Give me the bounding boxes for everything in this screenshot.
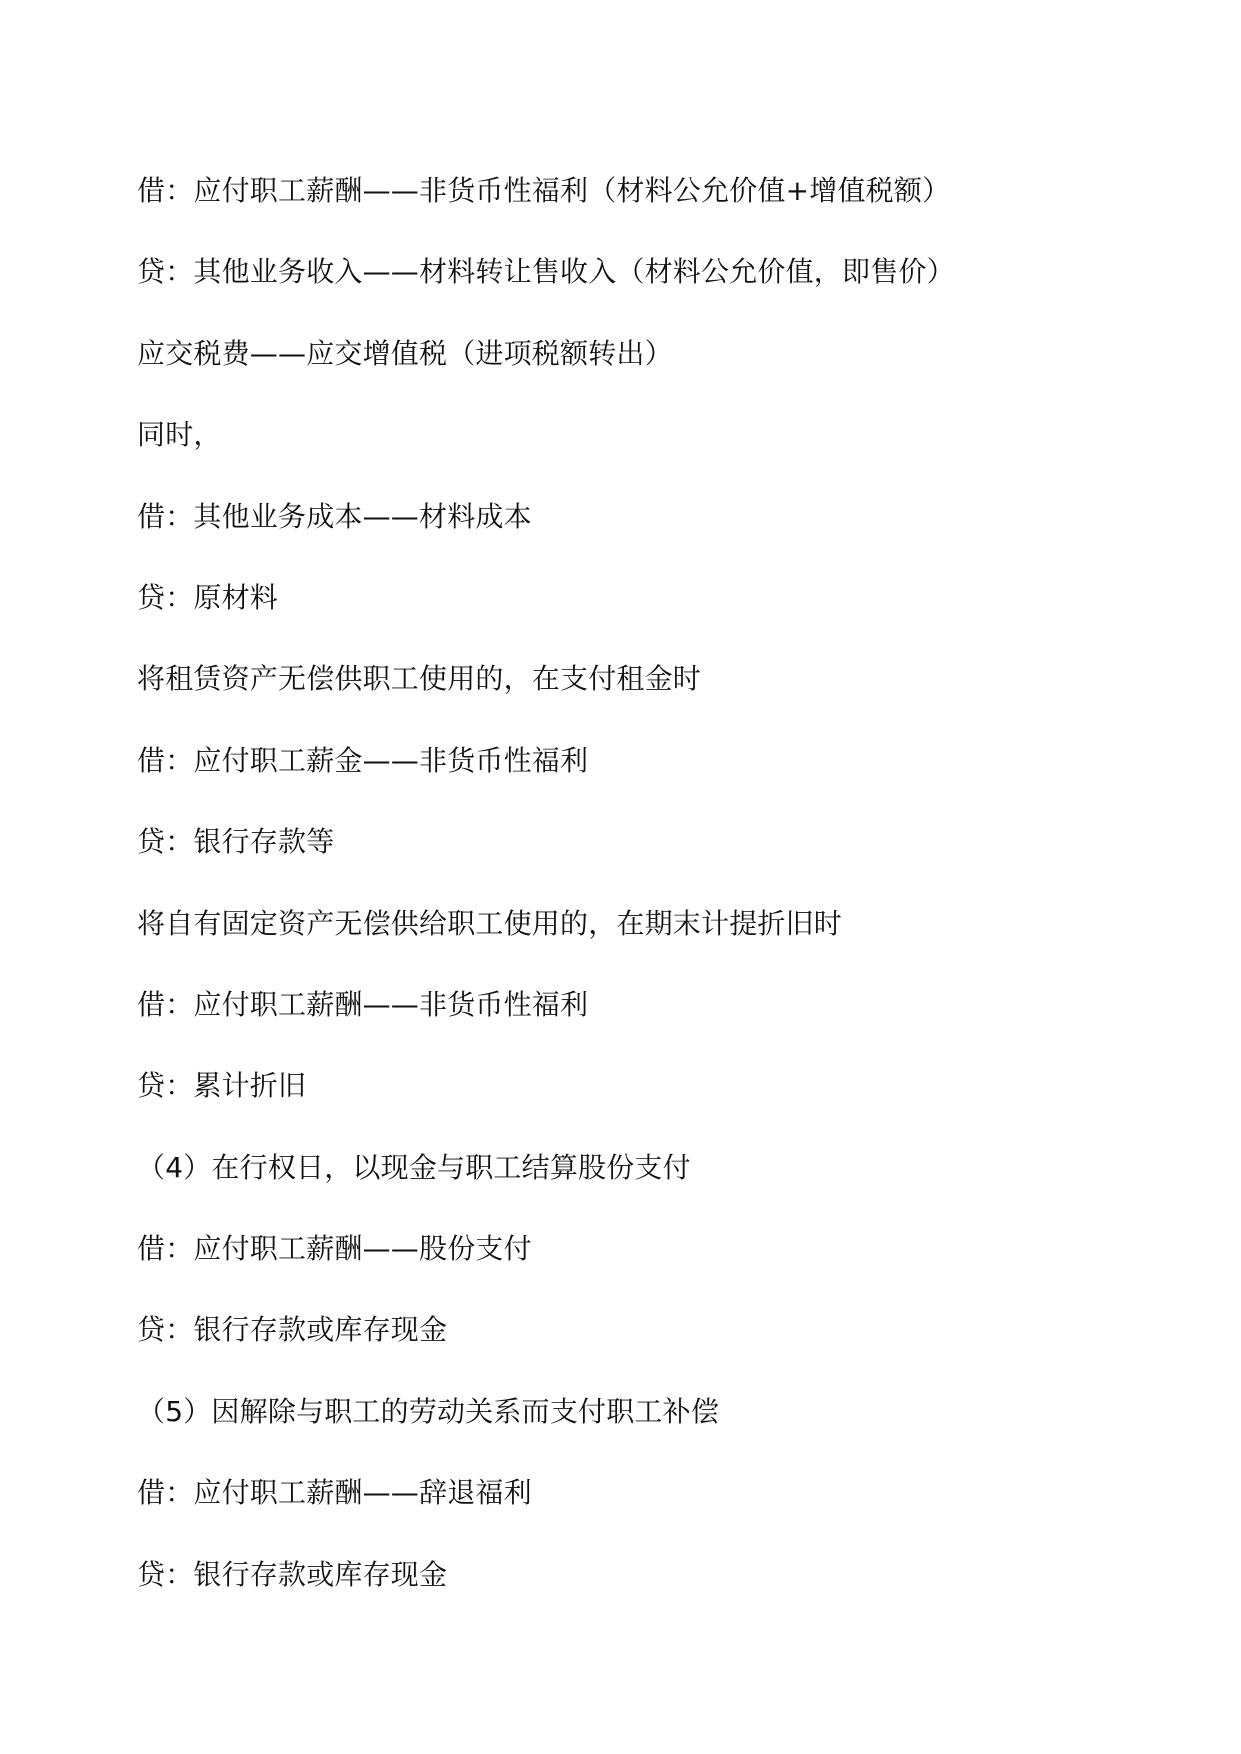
text-line: 借：应付职工薪酬——辞退福利: [137, 1476, 532, 1510]
text-line: 贷：银行存款或库存现金: [137, 1313, 448, 1347]
text-line: 同时，: [137, 418, 222, 452]
text-line: 贷：银行存款或库存现金: [137, 1557, 448, 1591]
text-line: 将自有固定资产无偿供给职工使用的，在期末计提折旧时: [137, 906, 843, 940]
text-line: 贷：原材料: [137, 580, 279, 614]
text-line: 借：应付职工薪酬——非货币性福利: [137, 987, 589, 1021]
text-line: 借：应付职工薪酬——非货币性福利（材料公允价值+增值税额）: [137, 174, 951, 207]
text-line: 贷：累计折旧: [137, 1069, 307, 1103]
text-line: （4）在行权日，以现金与职工结算股份支付: [137, 1150, 691, 1184]
text-line: 借：其他业务成本——材料成本: [137, 499, 532, 533]
text-line: 贷：银行存款等: [137, 825, 335, 859]
text-line: 借：应付职工薪酬——股份支付: [137, 1232, 532, 1266]
journal-entry-lines: [137, 166, 1137, 1631]
text-line: 将租赁资产无偿供职工使用的，在支付租金时: [137, 662, 702, 696]
text-line: 应交税费——应交增值税（进项税额转出）: [137, 336, 673, 370]
text-line: 借：应付职工薪金——非货币性福利: [137, 743, 589, 777]
text-line: 贷：其他业务收入——材料转让售收入（材料公允价值，即售价）: [137, 255, 955, 289]
text-line: （5）因解除与职工的劳动关系而支付职工补偿: [137, 1394, 720, 1428]
